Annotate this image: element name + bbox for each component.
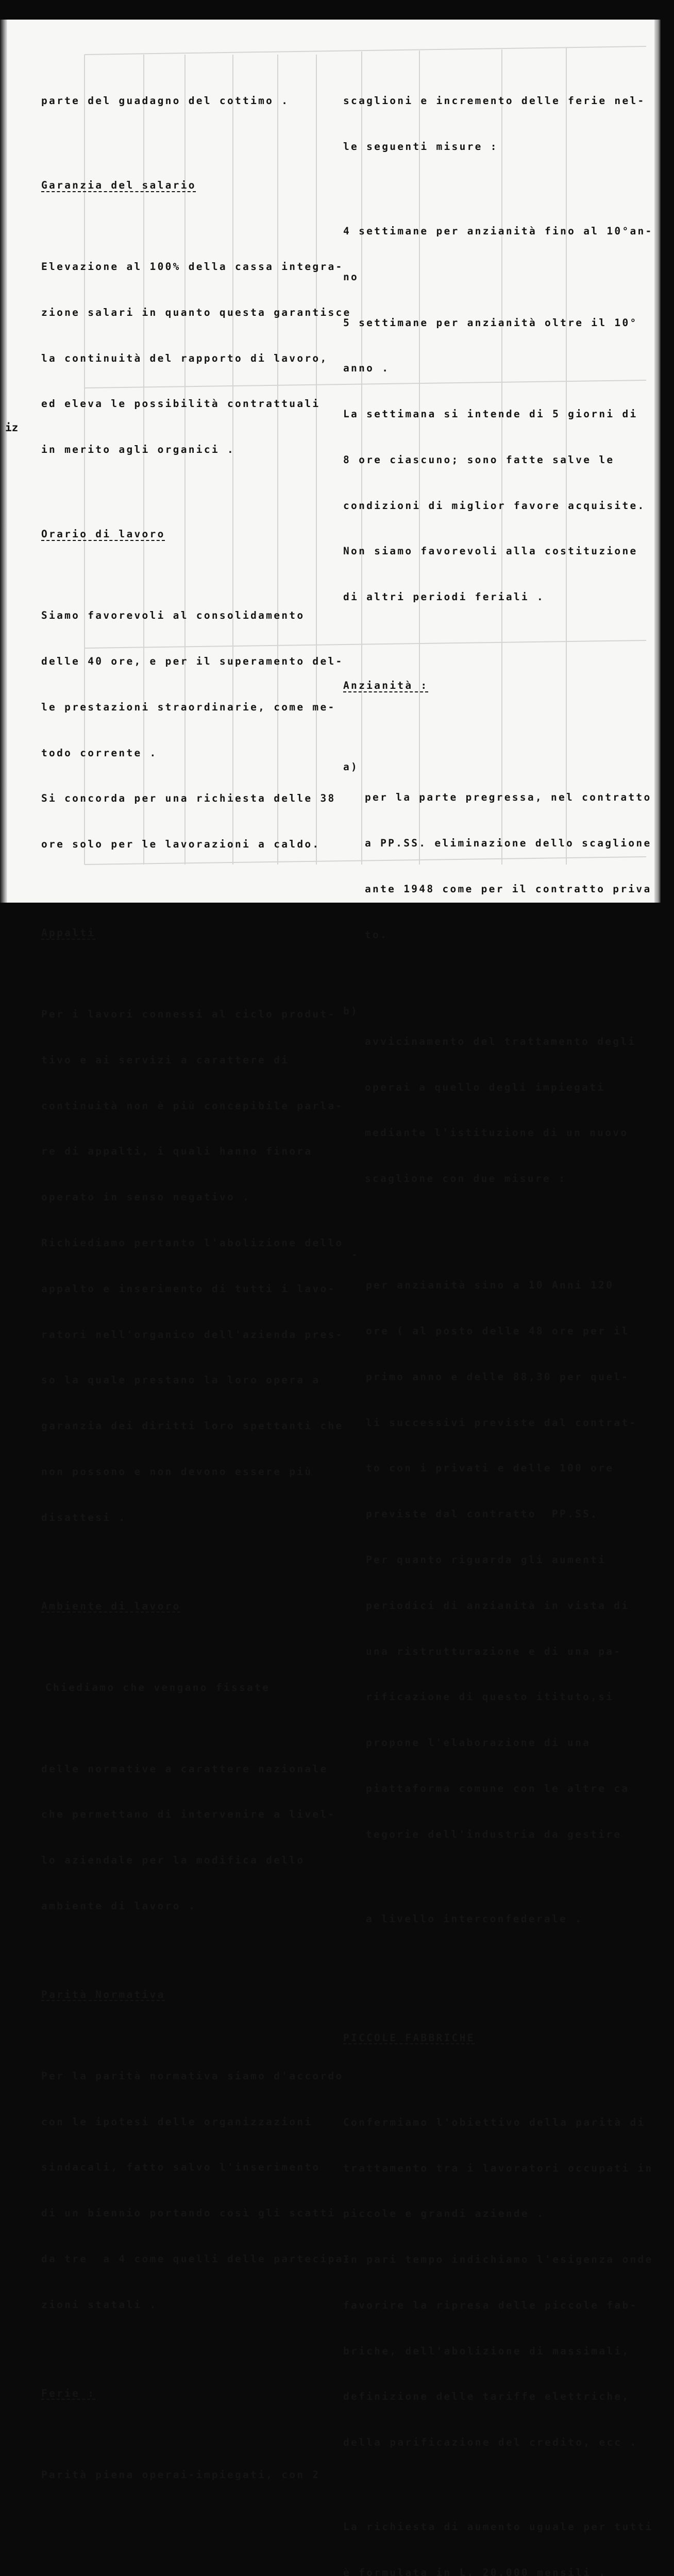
heading-garanzia: Garanzia del salario — [41, 179, 196, 192]
orario-line: le prestazioni straordinarie, come me- — [41, 701, 336, 713]
richiesta-line: è formulata in L. 20.000 mensili . — [343, 2567, 607, 2576]
heading-appalti: Appalti — [41, 927, 96, 939]
garanzia-line: la continuità del rapporto di lavoro, — [41, 352, 328, 364]
piccole-line: della parificazione del credito, ecc . — [343, 2436, 638, 2449]
dash-line: ore ( al posto delle 48 ore per il — [366, 1325, 630, 1337]
dash-last-line: a livello interconfederale . — [366, 1912, 583, 1925]
ferie-measure-line: anno . — [343, 362, 390, 375]
orario-line: Si concorda per una richiesta delle 38 — [41, 792, 336, 805]
heading-ferie: Ferie : — [41, 2387, 96, 2399]
ambiente-first-line: Chiediamo che vengano fissate — [45, 1681, 271, 1693]
appalti-line: tivo e ai servizi a carattere di — [41, 1054, 290, 1066]
appalti-line: appalto e inserimento di tutti i lavo- — [41, 1282, 336, 1295]
garanzia-line: Elevazione al 100% della cassa integra- — [41, 261, 344, 273]
appalti-line: Richiediamo pertanto l'abolizione dello — [41, 1236, 344, 1249]
orario-line: delle 40 ore, e per il superamento del- — [41, 655, 344, 667]
item-b-line: mediante l'istituzione di un nuovo — [365, 1127, 629, 1139]
dash-line: primo anno e delle 88,30 per quel- — [366, 1370, 630, 1383]
ferie-measure-line: 4 settimane per anzianità fino al 10°an- — [343, 225, 653, 237]
item-b — [343, 1004, 636, 1217]
right-column — [343, 63, 653, 2576]
dash-line: li successivi previste dal contrat- — [366, 1416, 637, 1429]
parita-line: Per la parità normativa siamo d'accordo — [41, 2070, 344, 2082]
ferie-cont-line: le seguenti misure : — [343, 140, 498, 152]
item-b-label: b) — [343, 1005, 359, 1017]
item-b-line: operai a quello degli impiegati — [365, 1081, 605, 1093]
ferie-measure-line: di altri periodi feriali . — [343, 591, 545, 603]
heading-anzianita: Anzianità : — [343, 680, 429, 692]
heading-ambiente: Ambiente di lavoro — [41, 1600, 181, 1612]
dash-bullet: - — [351, 1249, 360, 1261]
ambiente-line: delle normative a carattere nazionale — [41, 1762, 328, 1775]
item-a-label: a) — [343, 761, 359, 773]
ambiente-line: che permettano di intervenire a livel- — [41, 1808, 336, 1821]
piccole-line: briche, dell'abolizione di massimali, — [343, 2345, 630, 2357]
appalti-line: so la quale prestano la loro opera a — [41, 1374, 321, 1386]
appalti-line: re di appalti, i quali hanno finora — [41, 1145, 313, 1158]
dash-line: propone l'elaborazione di una — [366, 1737, 591, 1749]
dash-line: previste dal contratto PP.SS. — [366, 1508, 599, 1520]
page-right-edge — [654, 20, 661, 903]
ferie-measure-line: no — [343, 270, 359, 283]
appalti-line: disattesi . — [41, 1511, 127, 1523]
garanzia-line: zione salari in quanto questa garantisce — [41, 306, 351, 318]
dash-item — [343, 1247, 637, 1957]
appalti-line: Per i lavori connessi al ciclo produt- — [41, 1008, 336, 1021]
dash-line: piattaforma comune con le altre ca — [366, 1782, 630, 1794]
page-left-edge — [0, 20, 7, 903]
parita-line: da tre a 4 come quelli delle partecipa- — [41, 2252, 351, 2265]
appalti-line: non possono e non devono essere più — [41, 1465, 313, 1478]
ambiente-line: ambiente di lavoro . — [41, 1900, 196, 1912]
parita-line: sindacali, fatto salvo l'inserimento — [41, 2161, 321, 2174]
item-a-line: a PP.SS. eliminazione dello scaglione — [365, 837, 652, 850]
orario-line: Siamo favorevoli al consolidamento — [41, 609, 305, 622]
ferie-measure-line: 5 settimane per anzianità oltre il 10° — [343, 316, 638, 329]
garanzia-line: in merito agli organici . — [41, 444, 235, 456]
parita-line: di un biennio portando così gli scatti — [41, 2207, 336, 2219]
dash-line: Per quanto riguarda gli aumenti — [366, 1554, 606, 1566]
margin-mark: iz — [5, 421, 19, 434]
ambiente-line: lo aziendale per la modifica dello — [41, 1854, 305, 1867]
item-a — [343, 759, 652, 973]
heading-piccole-fabbriche: PICCOLE FABBRICHE — [343, 2031, 475, 2044]
ferie-measure-line: La settimana si intende di 5 giorni di — [343, 408, 638, 420]
appalti-line: garanzia dei diritti loro spettanti che — [41, 1420, 344, 1432]
item-a-line: ante 1948 come per il contratto priva — [365, 883, 652, 895]
dash-line: una ristrutturazione e di una pa- — [366, 1645, 622, 1657]
item-b-line: scaglione con due misure : — [365, 1173, 567, 1185]
piccole-line: favorire la ripresa delle piccole fab- — [343, 2299, 638, 2311]
item-a-line: per la parte pregressa, nel contratto — [365, 791, 652, 804]
appalti-line: ratori nell'organico dell'azienda pres- — [41, 1328, 344, 1341]
item-b-line: avvicinamento del trattamento degli — [365, 1035, 636, 1047]
appalti-line: continuità non è più concepibile parla- — [41, 1099, 344, 1112]
ferie-measure-line: 8 ore ciascuno; sono fatte salve le — [343, 453, 615, 466]
piccole-line: piccole e grandi aziende . — [343, 2208, 545, 2220]
parita-line: zioni statali . — [41, 2298, 158, 2311]
intro-line: parte del guadagno del cottimo . — [41, 95, 290, 107]
item-a-line: to. — [365, 928, 389, 941]
orario-line: ore solo per le lavorazioni a caldo. — [41, 838, 321, 851]
piccole-line: Confermiamo l'obiettivo della parità di — [343, 2116, 646, 2128]
ferie-measure-line: condizioni di miglior favore acquisite. — [343, 499, 646, 512]
garanzia-line: ed eleva le possibilità contrattuali — [41, 398, 321, 410]
dash-line: tegorie dell'industria da gestire — [366, 1828, 622, 1840]
piccole-line: definizione delle tariffe elettriche, — [343, 2391, 630, 2403]
ferie-cont-line: scaglioni e incremento delle ferie nel- — [343, 95, 646, 107]
ferie-measure-line: Non siamo favorevoli alla costituzione — [343, 545, 638, 557]
dash-line: to con i privati e delle 100 ore — [366, 1462, 614, 1475]
parita-line: con le ipotesi delle organizzazioni — [41, 2115, 313, 2128]
dash-line: per anzianità sino a 10 Anni 120 — [366, 1279, 614, 1292]
appalti-line: operato in senso negativo . — [41, 1191, 251, 1204]
richiesta-line: La richiesta di aumento uguale per tutti — [343, 2521, 653, 2533]
heading-parita: Parità Normativa — [41, 1988, 165, 2001]
dash-line: rificazione di questo ititutо,si — [366, 1691, 614, 1703]
piccole-line: In pari tempo indichiamo l'esigenza onde — [343, 2253, 653, 2266]
dash-line: periodici di anzianità in vista di — [366, 1599, 630, 1612]
typed-document-page — [5, 20, 654, 2576]
orario-line: todo corrente . — [41, 747, 158, 759]
ferie-line: Parità piena operai-impiegati, con 2 — [41, 2468, 321, 2481]
left-column — [41, 63, 351, 2513]
heading-orario: Orario di lavoro — [41, 528, 165, 540]
piccole-line: trattamento tra i lavoratori occupati in — [343, 2162, 653, 2174]
